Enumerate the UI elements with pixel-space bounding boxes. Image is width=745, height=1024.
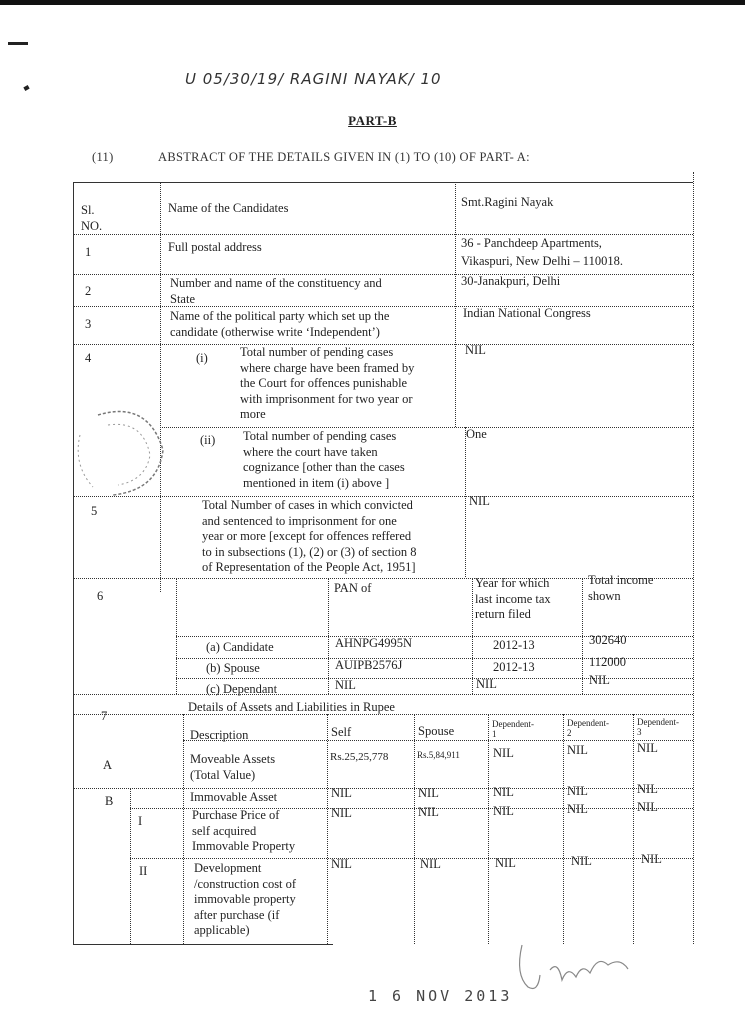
income-row-dependant-pan: NIL — [335, 678, 356, 692]
asset-row-b-ii-dep2: NIL — [571, 854, 592, 868]
dependent-2-header: Dependent- 2 — [567, 718, 609, 738]
asset-row-a-dep1: NIL — [493, 746, 514, 760]
asset-row-b-ii-spouse: NIL — [420, 857, 441, 871]
row-divider — [176, 678, 693, 679]
income-row-candidate-year: 2012-13 — [493, 638, 535, 652]
row-4-ii-marker: (ii) — [200, 433, 216, 447]
table-border-top — [73, 182, 693, 183]
col-divider-sl — [160, 182, 161, 592]
col-divider-assets-spouse — [414, 714, 415, 944]
income-row-candidate-total: 302640 — [589, 633, 627, 647]
row-4-number: 4 — [85, 351, 92, 365]
asset-row-b-ii-description: Development /construction cost of immovable property after purchase (if applicable) — [194, 861, 297, 937]
margin-mark — [8, 42, 28, 45]
asset-row-b-self: NIL — [331, 786, 352, 800]
row-1-number: 1 — [85, 245, 92, 259]
asset-row-b-i-description: Purchase Price of self acquired Immovable Property — [192, 808, 296, 853]
asset-row-b-description: Immovable Asset — [190, 790, 278, 804]
income-row-candidate-pan: AHNPG4995N — [335, 636, 413, 650]
total-income-header: Total income shown — [588, 573, 654, 603]
description-header: Description — [190, 728, 249, 742]
income-row-spouse-pan: AUIPB2576J — [335, 658, 403, 672]
asset-row-a-code: A — [103, 758, 113, 772]
row-divider — [160, 427, 693, 428]
row-3-number: 3 — [85, 317, 92, 331]
asset-row-a-self: Rs.25,25,778 — [330, 751, 389, 763]
income-row-dependant-total: NIL — [589, 673, 610, 687]
row-5-number: 5 — [91, 504, 98, 518]
table-border-left — [73, 182, 74, 944]
abstract-number: (11) — [92, 150, 114, 164]
pending-cases-cognizance-label: Total number of pending cases where the court have taken cognizance [other than the cases mentioned in item (i) above ] — [243, 429, 405, 490]
asset-row-b-ii-dep1: NIL — [495, 856, 516, 870]
spouse-header: Spouse — [418, 724, 455, 738]
income-row-spouse-total: 112000 — [589, 655, 627, 669]
row-divider — [73, 788, 693, 789]
asset-row-b-i-dep1: NIL — [493, 804, 514, 818]
income-row-spouse-who: (b) Spouse — [206, 661, 260, 675]
part-heading: PART-B — [348, 113, 397, 128]
self-header: Self — [331, 725, 352, 739]
asset-row-b-dep1: NIL — [493, 785, 514, 799]
asset-row-a-spouse: Rs.5,84,911 — [417, 750, 460, 760]
table-border-bottom — [73, 944, 333, 945]
signature-scribble — [510, 935, 640, 995]
asset-row-a-dep3: NIL — [637, 741, 658, 755]
row-2-number: 2 — [85, 284, 92, 298]
income-row-spouse-year: 2012-13 — [493, 660, 535, 674]
col-divider-assets-code — [130, 788, 131, 944]
pending-cases-charged-value: NIL — [465, 343, 486, 357]
convictions-label: Total Number of cases in which convicted and sentenced to imprisonment for one year or more [except for offences reffered to in subsections (1), (2) or (3) of section 8 of Representation of the People Act, 1951] — [202, 498, 417, 574]
row-divider — [183, 740, 693, 741]
row-divider — [130, 858, 693, 859]
asset-row-b-i-spouse: NIL — [418, 805, 439, 819]
postal-address-value: 36 - Panchdeep Apartments, Vikaspuri, New Delhi – 110018. — [461, 236, 623, 268]
income-row-candidate-who: (a) Candidate — [206, 640, 274, 654]
handwritten-reference: U 05/30/19/ RAGINI NAYAK/ 10 — [185, 70, 442, 88]
return-year-header: Year for which last income tax return filed — [475, 576, 551, 621]
pending-cases-cognizance-value: One — [466, 427, 487, 441]
asset-row-b-code: B — [105, 794, 114, 808]
asset-row-a-dep2: NIL — [567, 743, 588, 757]
political-party-label: Name of the political party which set up the candidate (otherwise write ‘Independent’) — [170, 309, 390, 339]
col-divider-assets-dep3 — [633, 714, 634, 944]
income-row-dependant-year: NIL — [476, 677, 497, 691]
asset-row-b-i-self: NIL — [331, 806, 352, 820]
scan-top-edge — [0, 0, 745, 5]
dependent-3-header: Dependent- 3 — [637, 717, 679, 737]
date-stamp: 1 6 NOV 2013 — [368, 987, 513, 1005]
row-divider — [73, 306, 693, 307]
asset-row-b-i-dep3: NIL — [637, 800, 658, 814]
table-border-right — [693, 172, 694, 944]
abstract-text: ABSTRACT OF THE DETAILS GIVEN IN (1) TO (10) OF PART- A: — [158, 150, 530, 164]
part-b-form-table — [73, 168, 695, 946]
asset-row-b-i-dep2: NIL — [567, 802, 588, 816]
postal-address-label: Full postal address — [168, 240, 262, 254]
col-divider-assets-self — [327, 714, 328, 944]
pan-header: PAN of — [334, 581, 372, 595]
margin-mark — [23, 85, 29, 91]
row-7-number: 7 — [101, 709, 108, 723]
asset-row-a-description: Moveable Assets (Total Value) — [190, 752, 276, 782]
col-divider-assets-dep1 — [488, 714, 489, 944]
pending-cases-charged-label: Total number of pending cases where charge have been framed by the Court for offences punishable with imprisonment for two year or more — [240, 345, 415, 421]
col-divider-value-lower — [465, 427, 466, 577]
asset-row-b-spouse: NIL — [418, 786, 439, 800]
assets-title: Details of Assets and Liabilities in Rupee — [188, 700, 395, 714]
constituency-value: 30-Janakpuri, Delhi — [461, 274, 561, 288]
political-party-value: Indian National Congress — [463, 306, 591, 320]
col-divider-value — [455, 182, 456, 427]
row-divider — [73, 274, 693, 275]
col-divider-assets-desc — [183, 714, 184, 944]
sl-header: Sl. NO. — [81, 203, 103, 233]
asset-row-b-ii-dep3: NIL — [641, 852, 662, 866]
candidate-name-value: Smt.Ragini Nayak — [461, 195, 554, 209]
row-divider — [73, 694, 693, 695]
abstract-heading — [92, 150, 530, 165]
income-row-dependant-who: (c) Dependant — [206, 682, 278, 696]
convictions-value: NIL — [469, 494, 490, 508]
constituency-label: Number and name of the constituency and State — [170, 276, 382, 306]
row-6-number: 6 — [97, 589, 104, 603]
asset-row-b-i-code: I — [138, 814, 143, 828]
asset-row-b-ii-self: NIL — [331, 857, 352, 871]
asset-row-b-dep3: NIL — [637, 782, 658, 796]
dependent-1-header: Dependent- 1 — [492, 719, 534, 739]
asset-row-b-dep2: NIL — [567, 784, 588, 798]
candidate-name-label: Name of the Candidates — [168, 201, 289, 215]
col-divider-assets-dep2 — [563, 714, 564, 944]
asset-row-b-ii-code: II — [139, 864, 148, 878]
row-4-i-marker: (i) — [196, 351, 208, 365]
official-seal-stamp — [68, 395, 168, 500]
